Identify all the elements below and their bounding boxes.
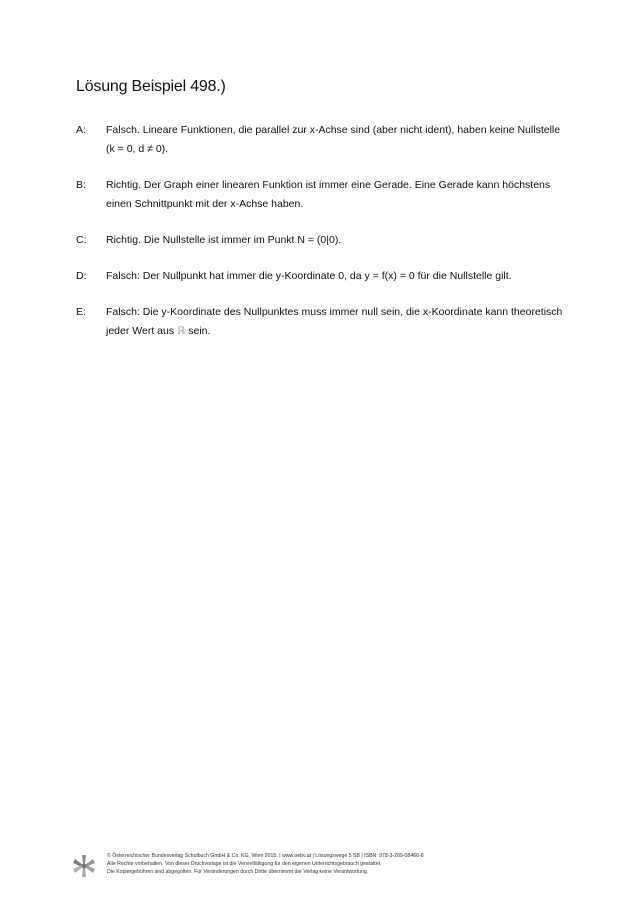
fees-line: Die Kopiergebühren sind abgegolten. Für Veränderungen durch Dritte übernimmt der Verlag keine Verantwortung. (107, 869, 369, 875)
page-title: Lösung Beispiel 498.) (76, 78, 226, 95)
answer-letter: D: (76, 270, 87, 282)
rights-line: Alle Rechte vorbehalten. Von dieser Druckvorlage ist die Vervielfältigung für den eigenen Unterrichtsgebrauch gestattet. (107, 861, 382, 867)
copyright-notice (107, 852, 424, 876)
answer-a (76, 121, 576, 159)
answer-line: Falsch. Lineare Funktionen, die parallel zur x-Achse sind (aber nicht ident), haben keine Nullstelle (106, 124, 561, 136)
answer-letter: C: (76, 234, 87, 246)
page-footer (72, 852, 592, 886)
answer-line-prefix: jeder Wert aus (106, 325, 178, 337)
answer-letter: A: (76, 124, 86, 136)
answer-letter: B: (76, 179, 86, 191)
answer-text (106, 231, 576, 250)
answer-b (76, 176, 576, 214)
answer-line: Falsch: Die y-Koordinate des Nullpunktes muss immer null sein, die x-Koordinate kann theoretisch (106, 306, 563, 318)
answer-text (106, 121, 576, 159)
answer-letter: E: (76, 306, 86, 318)
answer-line (106, 322, 576, 341)
answer-c (76, 231, 576, 250)
answer-line: Falsch: Der Nullpunkt hat immer die y-Koordinate 0, da y = f(x) = 0 für die Nullstelle gilt. (106, 270, 512, 282)
answer-line: Richtig. Die Nullstelle ist immer im Punkt N = (0|0). (106, 234, 342, 246)
answer-line: Richtig. Der Graph einer linearen Funktion ist immer eine Gerade. Eine Gerade kann höchstens (106, 179, 551, 191)
answer-line-suffix: sein. (185, 325, 211, 337)
answer-text (106, 303, 576, 341)
publisher-logo-icon (72, 854, 96, 878)
copyright-line: © Österreichischer Bundesverlag Schulbuch GmbH & Co. KG, Wien 2015. | www.oebv.at | Lösungswege 5 SB | ISBN: 978-3-209-08466-8 (107, 853, 424, 859)
answer-list (76, 121, 576, 358)
answer-text (106, 267, 576, 286)
answer-text (106, 176, 576, 214)
answer-e (76, 303, 576, 341)
real-numbers-symbol: ℝ (177, 325, 186, 337)
answer-line: (k = 0, d ≠ 0). (106, 143, 169, 155)
answer-line: einen Schnittpunkt mit der x-Achse haben. (106, 198, 304, 210)
answer-d (76, 267, 576, 286)
